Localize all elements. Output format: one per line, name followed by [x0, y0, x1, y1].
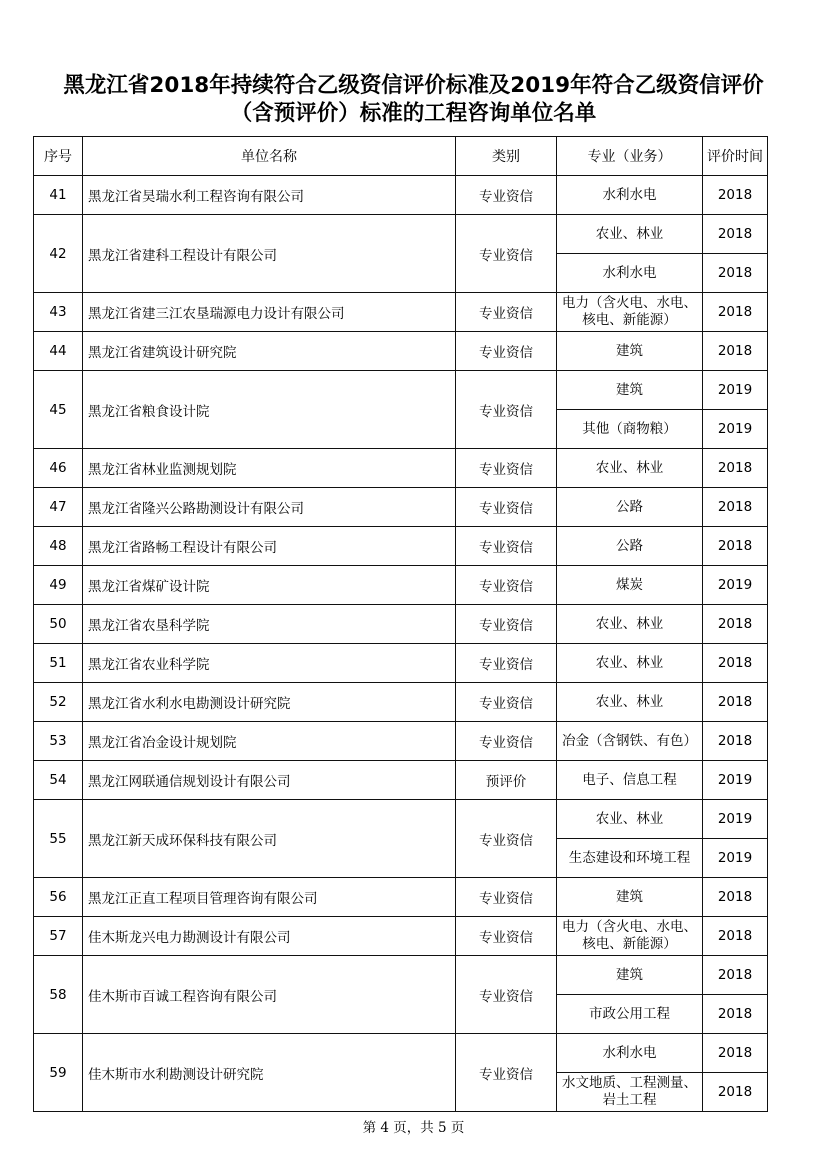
evaluation-year: 2018	[703, 878, 768, 917]
unit-major: 电子、信息工程	[557, 761, 703, 800]
row-number: 53	[34, 722, 83, 761]
header-category: 类别	[456, 137, 557, 176]
row-number: 48	[34, 527, 83, 566]
table-row	[34, 1034, 768, 1073]
evaluation-year: 2018	[703, 176, 768, 215]
row-number: 44	[34, 332, 83, 371]
unit-major: 水利水电	[557, 254, 703, 293]
row-number: 54	[34, 761, 83, 800]
unit-category: 专业资信	[456, 332, 557, 371]
unit-name: 黑龙江新天成环保科技有限公司	[83, 800, 456, 878]
unit-category: 专业资信	[456, 293, 557, 332]
title-line-1: 黑龙江省2018年持续符合乙级资信评价标准及2019年符合乙级资信评价	[63, 73, 764, 98]
row-number: 58	[34, 956, 83, 1034]
unit-major: 农业、林业	[557, 449, 703, 488]
unit-name: 黑龙江省农业科学院	[83, 644, 456, 683]
row-number: 49	[34, 566, 83, 605]
unit-major: 建筑	[557, 332, 703, 371]
table-row	[34, 449, 768, 488]
table-row	[34, 605, 768, 644]
unit-major: 水利水电	[557, 1034, 703, 1073]
unit-major: 公路	[557, 488, 703, 527]
evaluation-year: 2019	[703, 839, 768, 878]
header-no: 序号	[34, 137, 83, 176]
table-row	[34, 176, 768, 215]
unit-name: 黑龙江省粮食设计院	[83, 371, 456, 449]
table-row	[34, 332, 768, 371]
row-number: 52	[34, 683, 83, 722]
unit-name: 黑龙江省昊瑞水利工程咨询有限公司	[83, 176, 456, 215]
evaluation-year: 2019	[703, 371, 768, 410]
row-number: 55	[34, 800, 83, 878]
table-row	[34, 527, 768, 566]
evaluation-year: 2019	[703, 800, 768, 839]
unit-name: 黑龙江省煤矿设计院	[83, 566, 456, 605]
row-number: 59	[34, 1034, 83, 1112]
unit-category: 专业资信	[456, 605, 557, 644]
unit-name: 佳木斯市百诚工程咨询有限公司	[83, 956, 456, 1034]
row-number: 46	[34, 449, 83, 488]
evaluation-year: 2018	[703, 488, 768, 527]
unit-major: 电力（含火电、水电、核电、新能源）	[557, 917, 703, 956]
table-header-row	[34, 137, 768, 176]
evaluation-year: 2018	[703, 644, 768, 683]
row-number: 50	[34, 605, 83, 644]
unit-category: 专业资信	[456, 800, 557, 878]
unit-name: 黑龙江省建筑设计研究院	[83, 332, 456, 371]
unit-major: 农业、林业	[557, 605, 703, 644]
unit-name: 佳木斯龙兴电力勘测设计有限公司	[83, 917, 456, 956]
evaluation-year: 2018	[703, 683, 768, 722]
evaluation-year: 2018	[703, 995, 768, 1034]
unit-major: 建筑	[557, 878, 703, 917]
unit-category: 专业资信	[456, 527, 557, 566]
table-row	[34, 293, 768, 332]
unit-major: 市政公用工程	[557, 995, 703, 1034]
evaluation-year: 2018	[703, 1073, 768, 1112]
unit-name: 黑龙江省隆兴公路勘测设计有限公司	[83, 488, 456, 527]
row-number: 41	[34, 176, 83, 215]
evaluation-year: 2018	[703, 956, 768, 995]
unit-category: 专业资信	[456, 449, 557, 488]
unit-major: 水利水电	[557, 176, 703, 215]
evaluation-year: 2018	[703, 332, 768, 371]
evaluation-year: 2018	[703, 449, 768, 488]
unit-name: 黑龙江省水利水电勘测设计研究院	[83, 683, 456, 722]
unit-major: 冶金（含钢铁、有色）	[557, 722, 703, 761]
unit-major: 公路	[557, 527, 703, 566]
unit-major: 农业、林业	[557, 800, 703, 839]
row-number: 56	[34, 878, 83, 917]
row-number: 51	[34, 644, 83, 683]
unit-name: 黑龙江省林业监测规划院	[83, 449, 456, 488]
table-row	[34, 878, 768, 917]
header-name: 单位名称	[83, 137, 456, 176]
unit-category: 专业资信	[456, 215, 557, 293]
unit-category: 专业资信	[456, 371, 557, 449]
table-row	[34, 956, 768, 995]
document-title	[30, 72, 797, 128]
unit-category: 专业资信	[456, 1034, 557, 1112]
unit-major: 电力（含火电、水电、核电、新能源）	[557, 293, 703, 332]
unit-major: 其他（商物粮）	[557, 410, 703, 449]
unit-category: 专业资信	[456, 644, 557, 683]
unit-name: 黑龙江省农垦科学院	[83, 605, 456, 644]
unit-major: 水文地质、工程测量、岩土工程	[557, 1073, 703, 1112]
evaluation-year: 2018	[703, 917, 768, 956]
evaluation-year: 2019	[703, 566, 768, 605]
title-line-2: （含预评价）标准的工程咨询单位名单	[230, 101, 597, 126]
unit-category: 专业资信	[456, 176, 557, 215]
unit-major: 建筑	[557, 956, 703, 995]
table-row	[34, 761, 768, 800]
evaluation-year: 2018	[703, 293, 768, 332]
table-row	[34, 215, 768, 254]
table-row	[34, 488, 768, 527]
unit-category: 专业资信	[456, 683, 557, 722]
evaluation-year: 2019	[703, 410, 768, 449]
qualification-table	[33, 136, 768, 1112]
unit-major: 建筑	[557, 371, 703, 410]
table-row	[34, 800, 768, 839]
table-row	[34, 917, 768, 956]
unit-major: 农业、林业	[557, 683, 703, 722]
unit-name: 黑龙江省冶金设计规划院	[83, 722, 456, 761]
header-year: 评价时间	[703, 137, 768, 176]
row-number: 42	[34, 215, 83, 293]
unit-major: 农业、林业	[557, 215, 703, 254]
unit-name: 黑龙江省路畅工程设计有限公司	[83, 527, 456, 566]
table-row	[34, 566, 768, 605]
unit-name: 黑龙江省建科工程设计有限公司	[83, 215, 456, 293]
evaluation-year: 2018	[703, 605, 768, 644]
unit-major: 农业、林业	[557, 644, 703, 683]
row-number: 45	[34, 371, 83, 449]
header-major: 专业（业务）	[557, 137, 703, 176]
evaluation-year: 2018	[703, 1034, 768, 1073]
unit-category: 预评价	[456, 761, 557, 800]
unit-category: 专业资信	[456, 956, 557, 1034]
table-row	[34, 683, 768, 722]
unit-category: 专业资信	[456, 722, 557, 761]
unit-category: 专业资信	[456, 878, 557, 917]
unit-name: 佳木斯市水利勘测设计研究院	[83, 1034, 456, 1112]
unit-category: 专业资信	[456, 917, 557, 956]
table-body	[34, 176, 768, 1112]
row-number: 43	[34, 293, 83, 332]
unit-name: 黑龙江正直工程项目管理咨询有限公司	[83, 878, 456, 917]
evaluation-year: 2018	[703, 722, 768, 761]
evaluation-year: 2018	[703, 215, 768, 254]
unit-name: 黑龙江网联通信规划设计有限公司	[83, 761, 456, 800]
unit-major: 煤炭	[557, 566, 703, 605]
evaluation-year: 2019	[703, 761, 768, 800]
unit-category: 专业资信	[456, 566, 557, 605]
table-row	[34, 371, 768, 410]
row-number: 57	[34, 917, 83, 956]
unit-name: 黑龙江省建三江农垦瑞源电力设计有限公司	[83, 293, 456, 332]
table-row	[34, 722, 768, 761]
unit-major: 生态建设和环境工程	[557, 839, 703, 878]
row-number: 47	[34, 488, 83, 527]
table-row	[34, 644, 768, 683]
page-footer: 第 4 页，共 5 页	[362, 1120, 465, 1136]
unit-category: 专业资信	[456, 488, 557, 527]
evaluation-year: 2018	[703, 527, 768, 566]
evaluation-year: 2018	[703, 254, 768, 293]
